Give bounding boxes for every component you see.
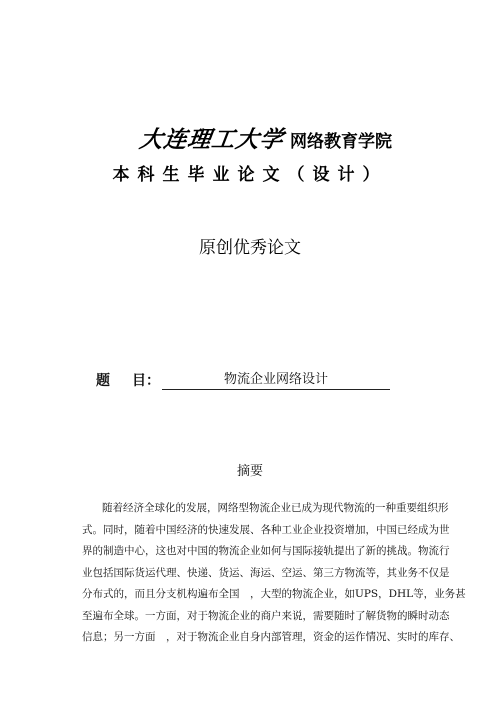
university-name-calligraphy: 大连理工大学 [137, 126, 286, 153]
abstract-line: 分布式的，而且分支机构遍布全国 ，大型的物流企业，如UPS，DHL等，业务甚 [82, 588, 466, 600]
abstract-heading: 摘要 [236, 464, 263, 479]
abstract-line: 至遍布全球。一方面，对于物流企业的商户来说，需要随时了解货物的瞬时动态 [82, 609, 450, 622]
abstract-line: 信息；另一方面 ，对于物流企业自身内部管理，资金的运作情况、实时的库存、 [82, 631, 460, 643]
thesis-title-row [96, 368, 390, 390]
abstract-body [82, 498, 466, 649]
college-name: 网络教育学院 [290, 132, 392, 152]
institution-header [137, 120, 392, 154]
title-label [96, 370, 160, 390]
thesis-title-value: 物流企业网络设计 [162, 368, 390, 390]
abstract-line: 界的制造中心，这也对中国的物流企业如何与国际接轨提出了新的挑战。物流行 [82, 545, 450, 557]
title-label-part2: 目： [132, 373, 160, 389]
thesis-type-heading: 本科生毕业论文（设计） [112, 165, 388, 185]
abstract-line: 业包括国际货运代理、快递、货运、海运、空运、第三方物流等，其业务不仅是 [82, 566, 450, 579]
title-label-part1: 题 [96, 373, 110, 389]
original-excellent-badge: 原创优秀论文 [199, 238, 301, 258]
abstract-line: 式。同时，随着中国经济的快速发展、各种工业企业投资增加，中国已经成为世 [82, 523, 450, 536]
abstract-line: 随着经济全球化的发展，网络型物流企业已成为现代物流的一种重要组织形 [102, 502, 449, 514]
